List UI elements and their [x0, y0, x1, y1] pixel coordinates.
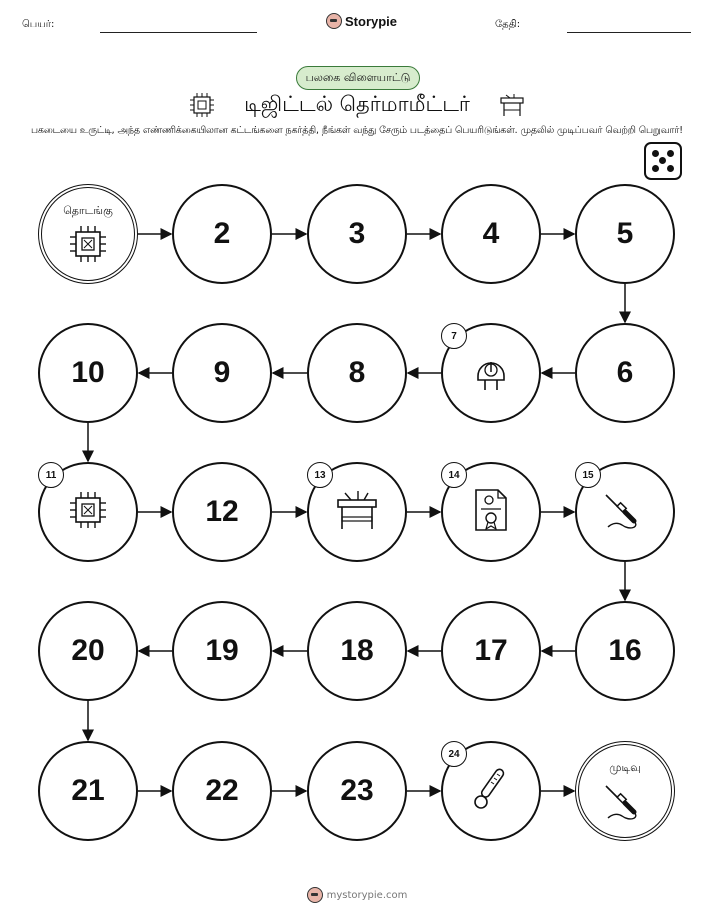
space-number: 19: [205, 634, 239, 667]
date-line[interactable]: [567, 32, 691, 33]
certificate-icon: [466, 485, 516, 539]
bear-icon: [326, 13, 342, 29]
space-number: 8: [348, 356, 366, 389]
space-number: 5: [616, 217, 634, 250]
start-label: தொடங்கு: [63, 204, 113, 217]
board-space-6[interactable]: [575, 323, 675, 423]
finish-label: முடிவு: [609, 761, 641, 774]
space-number: 16: [608, 634, 642, 667]
finish-space[interactable]: [575, 741, 675, 841]
space-number: 20: [71, 634, 105, 667]
board-space-9[interactable]: [172, 323, 272, 423]
board-space-23[interactable]: [307, 741, 407, 841]
board-space-15[interactable]: [575, 462, 675, 562]
date-label: தேதி:: [495, 19, 521, 30]
board-space-16[interactable]: [575, 601, 675, 701]
workbench-icon: [332, 485, 382, 539]
board-space-3[interactable]: [307, 184, 407, 284]
space-number: 12: [205, 495, 239, 528]
space-number-tag: 13: [307, 462, 333, 488]
board-space-24[interactable]: [441, 741, 541, 841]
thermostat-sensor-icon: [466, 346, 516, 400]
start-space[interactable]: [38, 184, 138, 284]
space-number: 18: [340, 634, 374, 667]
instructions: பகடையை உருட்டி, அந்த எண்ணிக்கையிலான கட்டங்களை நகர்த்தி, நீங்கள் வந்து சேரும் படத்தைப் பெயரிடுங்கள். முதலில் முடிப்பவர் வெற்றி பெறுவார்!: [30, 125, 684, 136]
space-number: 22: [205, 774, 239, 807]
board-space-21[interactable]: [38, 741, 138, 841]
board-space-14[interactable]: [441, 462, 541, 562]
board-space-11[interactable]: [38, 462, 138, 562]
dice-icon[interactable]: [644, 142, 682, 180]
space-number-tag: 11: [38, 462, 64, 488]
category-badge: பலகை விளையாட்டு: [296, 66, 420, 90]
space-number-tag: 15: [575, 462, 601, 488]
board-space-5[interactable]: [575, 184, 675, 284]
space-number: 4: [482, 217, 500, 250]
space-number: 10: [71, 356, 105, 389]
chip-icon: [63, 485, 113, 539]
board-space-12[interactable]: [172, 462, 272, 562]
name-label: பெயர்:: [22, 19, 55, 30]
page-title: டிஜிட்டல் தெர்மாமீட்டர்: [244, 92, 470, 116]
space-number: 9: [213, 356, 231, 389]
board-space-8[interactable]: [307, 323, 407, 423]
space-number: 23: [340, 774, 374, 807]
board-space-20[interactable]: [38, 601, 138, 701]
footer: [0, 887, 714, 903]
brand-text: Storypie: [345, 13, 398, 29]
board-space-13[interactable]: [307, 462, 407, 562]
space-number: 2: [213, 217, 231, 250]
board-space-22[interactable]: [172, 741, 272, 841]
footer-url[interactable]: mystorypie.com: [326, 889, 408, 901]
workbench-icon: [497, 90, 527, 120]
board-space-7[interactable]: [441, 323, 541, 423]
brand-logo: [326, 13, 397, 29]
board-space-18[interactable]: [307, 601, 407, 701]
soldering-iron-icon: [600, 485, 650, 539]
space-number: 6: [616, 356, 634, 389]
name-line[interactable]: [100, 32, 257, 33]
chip-icon: [63, 219, 113, 273]
space-number: 17: [474, 634, 508, 667]
space-number: 21: [71, 774, 105, 807]
board-space-10[interactable]: [38, 323, 138, 423]
board-space-2[interactable]: [172, 184, 272, 284]
board-space-4[interactable]: [441, 184, 541, 284]
space-number-tag: 24: [441, 741, 467, 767]
board-space-19[interactable]: [172, 601, 272, 701]
space-number-tag: 7: [441, 323, 467, 349]
space-number: 3: [348, 217, 366, 250]
space-number-tag: 14: [441, 462, 467, 488]
bear-icon: [307, 887, 323, 903]
board-space-17[interactable]: [441, 601, 541, 701]
thermometer-icon: [466, 764, 516, 818]
soldering-iron-icon: [600, 776, 650, 830]
